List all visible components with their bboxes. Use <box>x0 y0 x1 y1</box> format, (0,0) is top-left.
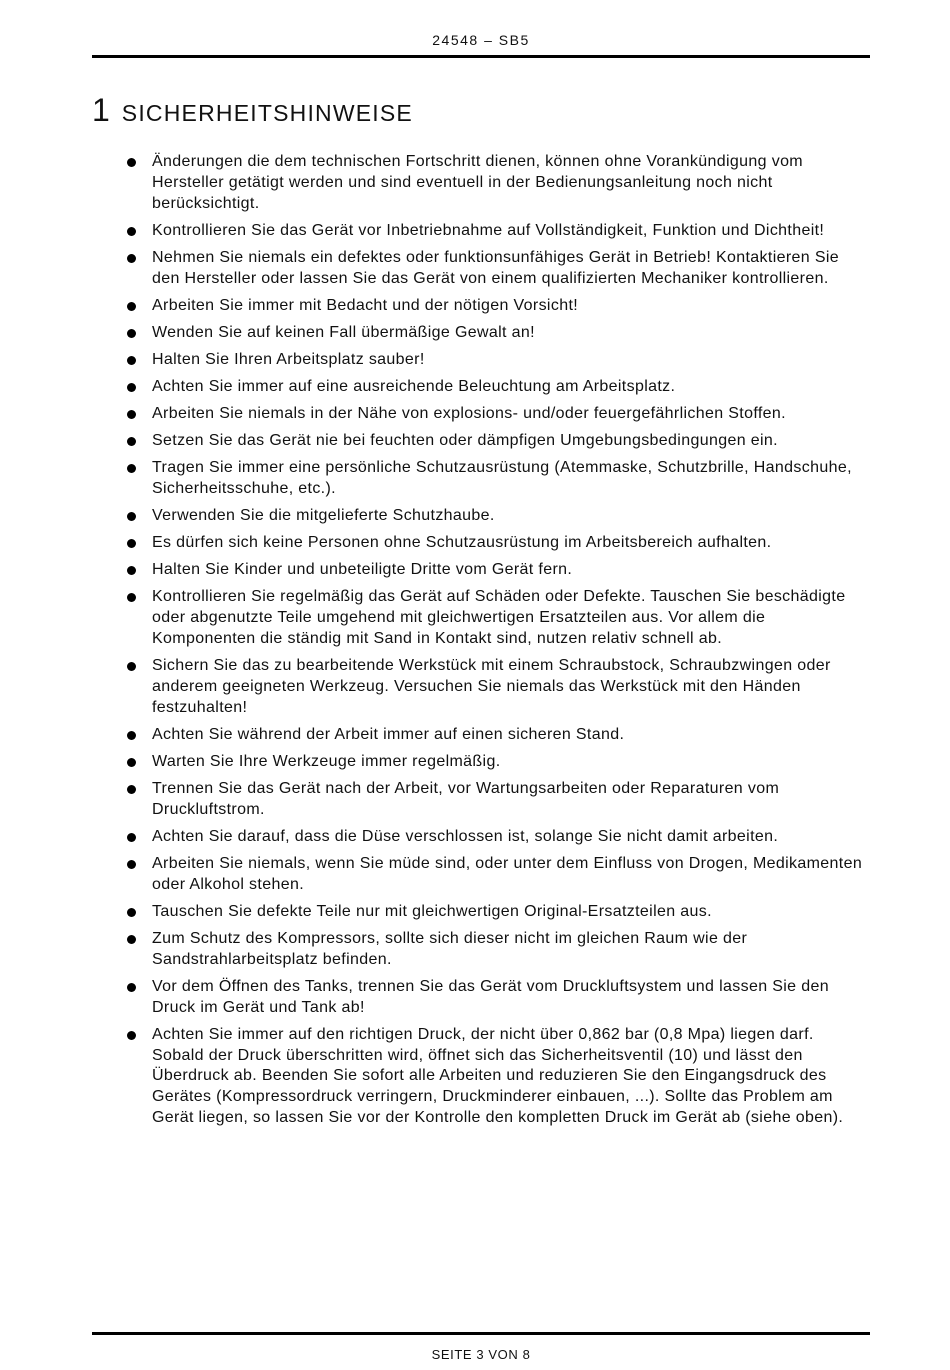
bullet-icon <box>127 410 136 419</box>
list-item <box>126 323 866 344</box>
list-item-text: Zum Schutz des Kompressors, sollte sich dieser nicht im gleichen Raum wie der Sandstrahlarbeitsplatz befinden. <box>152 929 748 968</box>
list-item-text: Halten Sie Ihren Arbeitsplatz sauber! <box>152 350 425 368</box>
page-footer: SEITE 3 VON 8 <box>431 1347 531 1362</box>
list-item-text: Nehmen Sie niemals ein defektes oder funktionsunfähiges Gerät in Betrieb! Kontaktieren Sie den Hersteller oder lassen Sie das Gerät von einem qualifizierten Mechaniker kontrollieren. <box>152 248 839 287</box>
list-item-text: Trennen Sie das Gerät nach der Arbeit, vor Wartungsarbeiten oder Reparaturen vom Druckluftstrom. <box>152 779 780 818</box>
bullet-icon <box>127 785 136 794</box>
list-item <box>126 560 866 581</box>
bullet-icon <box>127 1031 136 1040</box>
list-item <box>126 827 866 848</box>
bullet-icon <box>127 908 136 917</box>
list-item <box>126 221 866 242</box>
list-item-text: Tauschen Sie defekte Teile nur mit gleichwertigen Original-Ersatzteilen aus. <box>152 902 712 920</box>
list-item-text: Tragen Sie immer eine persönliche Schutzausrüstung (Atemmaske, Schutzbrille, Handschuhe, Sicherheitsschuhe, etc.). <box>152 459 852 498</box>
list-item <box>126 854 866 896</box>
bullet-icon <box>127 356 136 365</box>
list-item <box>126 506 866 527</box>
bullet-icon <box>127 254 136 263</box>
list-item-text: Arbeiten Sie niemals in der Nähe von explosions- und/oder feuergefährlichen Stoffen. <box>152 405 786 423</box>
list-item-text: Achten Sie während der Arbeit immer auf einen sicheren Stand. <box>152 725 625 743</box>
safety-instructions-list <box>126 152 866 1135</box>
list-item <box>126 656 866 718</box>
bullet-icon <box>127 329 136 338</box>
list-item-text: Änderungen die dem technischen Fortschritt dienen, können ohne Vorankündigung vom Hersteller getätigt werden und sind eventuell in der Bedienungsanleitung noch nicht berücksichtigt. <box>152 153 803 212</box>
list-item-text: Setzen Sie das Gerät nie bei feuchten oder dämpfigen Umgebungsbedingungen ein. <box>152 432 778 450</box>
list-item-text: Verwenden Sie die mitgelieferte Schutzhaube. <box>152 507 495 525</box>
bullet-icon <box>127 437 136 446</box>
list-item <box>126 533 866 554</box>
list-item-text: Arbeiten Sie niemals, wenn Sie müde sind, oder unter dem Einfluss von Drogen, Medikamenten oder Alkohol stehen. <box>152 854 863 893</box>
list-item-text: Vor dem Öffnen des Tanks, trennen Sie das Gerät vom Druckluftsystem und lassen Sie den Druck im Gerät und Tank ab! <box>152 977 829 1016</box>
list-item <box>126 431 866 452</box>
bullet-icon <box>127 158 136 167</box>
list-item <box>126 350 866 371</box>
bullet-icon <box>127 464 136 473</box>
list-item <box>126 458 866 500</box>
bullet-icon <box>127 227 136 236</box>
bullet-icon <box>127 566 136 575</box>
list-item-text: Wenden Sie auf keinen Fall übermäßige Gewalt an! <box>152 323 535 341</box>
list-item-text: Achten Sie immer auf eine ausreichende Beleuchtung am Arbeitsplatz. <box>152 377 676 395</box>
section-heading <box>92 92 413 129</box>
bullet-icon <box>127 662 136 671</box>
list-item <box>126 587 866 649</box>
list-item-text: Halten Sie Kinder und unbeteiligte Dritte vom Gerät fern. <box>152 561 573 579</box>
list-item <box>126 725 866 746</box>
list-item-text: Achten Sie immer auf den richtigen Druck, der nicht über 0,862 bar (0,8 Mpa) liegen darf. Sobald der Druck überschritten wird, öffnet sich das Sicherheitsventil (10) und lässt den Überdruck ab. Beenden Sie sofort alle Arbeiten und reduzieren Sie den Eingangsdruck des Gerätes (Kompressordruck verringern, Druckminderer einbauen, ...). Sollte das Problem am Gerät liegen, so lassen Sie vor der Kontrolle den kompletten Druck im Gerät ab (siehe oben). <box>152 1025 844 1126</box>
list-item-text: Kontrollieren Sie das Gerät vor Inbetriebnahme auf Vollständigkeit, Funktion und Dichtheit! <box>152 221 825 239</box>
section-number: 1 <box>92 92 110 128</box>
list-item <box>126 752 866 773</box>
list-item <box>126 377 866 398</box>
bullet-icon <box>127 860 136 869</box>
bullet-icon <box>127 935 136 944</box>
list-item <box>126 779 866 821</box>
bullet-icon <box>127 302 136 311</box>
list-item-text: Achten Sie darauf, dass die Düse verschlossen ist, solange Sie nicht damit arbeiten. <box>152 827 779 845</box>
bullet-icon <box>127 833 136 842</box>
page-header: 24548 – SB5 <box>432 32 530 48</box>
bullet-icon <box>127 593 136 602</box>
section-title: SICHERHEITSHINWEISE <box>121 100 413 126</box>
list-item <box>126 902 866 923</box>
list-item-text: Sichern Sie das zu bearbeitende Werkstück mit einem Schraubstock, Schraubzwingen oder anderem geeigneten Werkzeug. Versuchen Sie niemals das Werkstück mit den Händen festzuhalten! <box>152 657 831 716</box>
bullet-icon <box>127 731 136 740</box>
list-item <box>126 296 866 317</box>
list-item-text: Warten Sie Ihre Werkzeuge immer regelmäßig. <box>152 752 501 770</box>
bullet-icon <box>127 512 136 521</box>
list-item-text: Es dürfen sich keine Personen ohne Schutzausrüstung im Arbeitsbereich aufhalten. <box>152 534 772 552</box>
list-item-text: Arbeiten Sie immer mit Bedacht und der nötigen Vorsicht! <box>152 296 579 314</box>
list-item <box>126 977 866 1019</box>
bullet-icon <box>127 983 136 992</box>
footer-rule <box>92 1332 870 1335</box>
list-item-text: Kontrollieren Sie regelmäßig das Gerät auf Schäden oder Defekte. Tauschen Sie beschädigte oder abgenutzte Teile umgehend mit gleichwertigen Ersatzteilen aus. Vor allem die Komponenten die ständig mit Sand in Kontakt sind, nutzen relativ schnell ab. <box>152 588 846 647</box>
list-item <box>126 152 866 214</box>
list-item <box>126 929 866 971</box>
list-item <box>126 1025 866 1129</box>
bullet-icon <box>127 758 136 767</box>
bullet-icon <box>127 383 136 392</box>
list-item <box>126 404 866 425</box>
bullet-icon <box>127 539 136 548</box>
header-rule <box>92 55 870 58</box>
list-item <box>126 248 866 290</box>
